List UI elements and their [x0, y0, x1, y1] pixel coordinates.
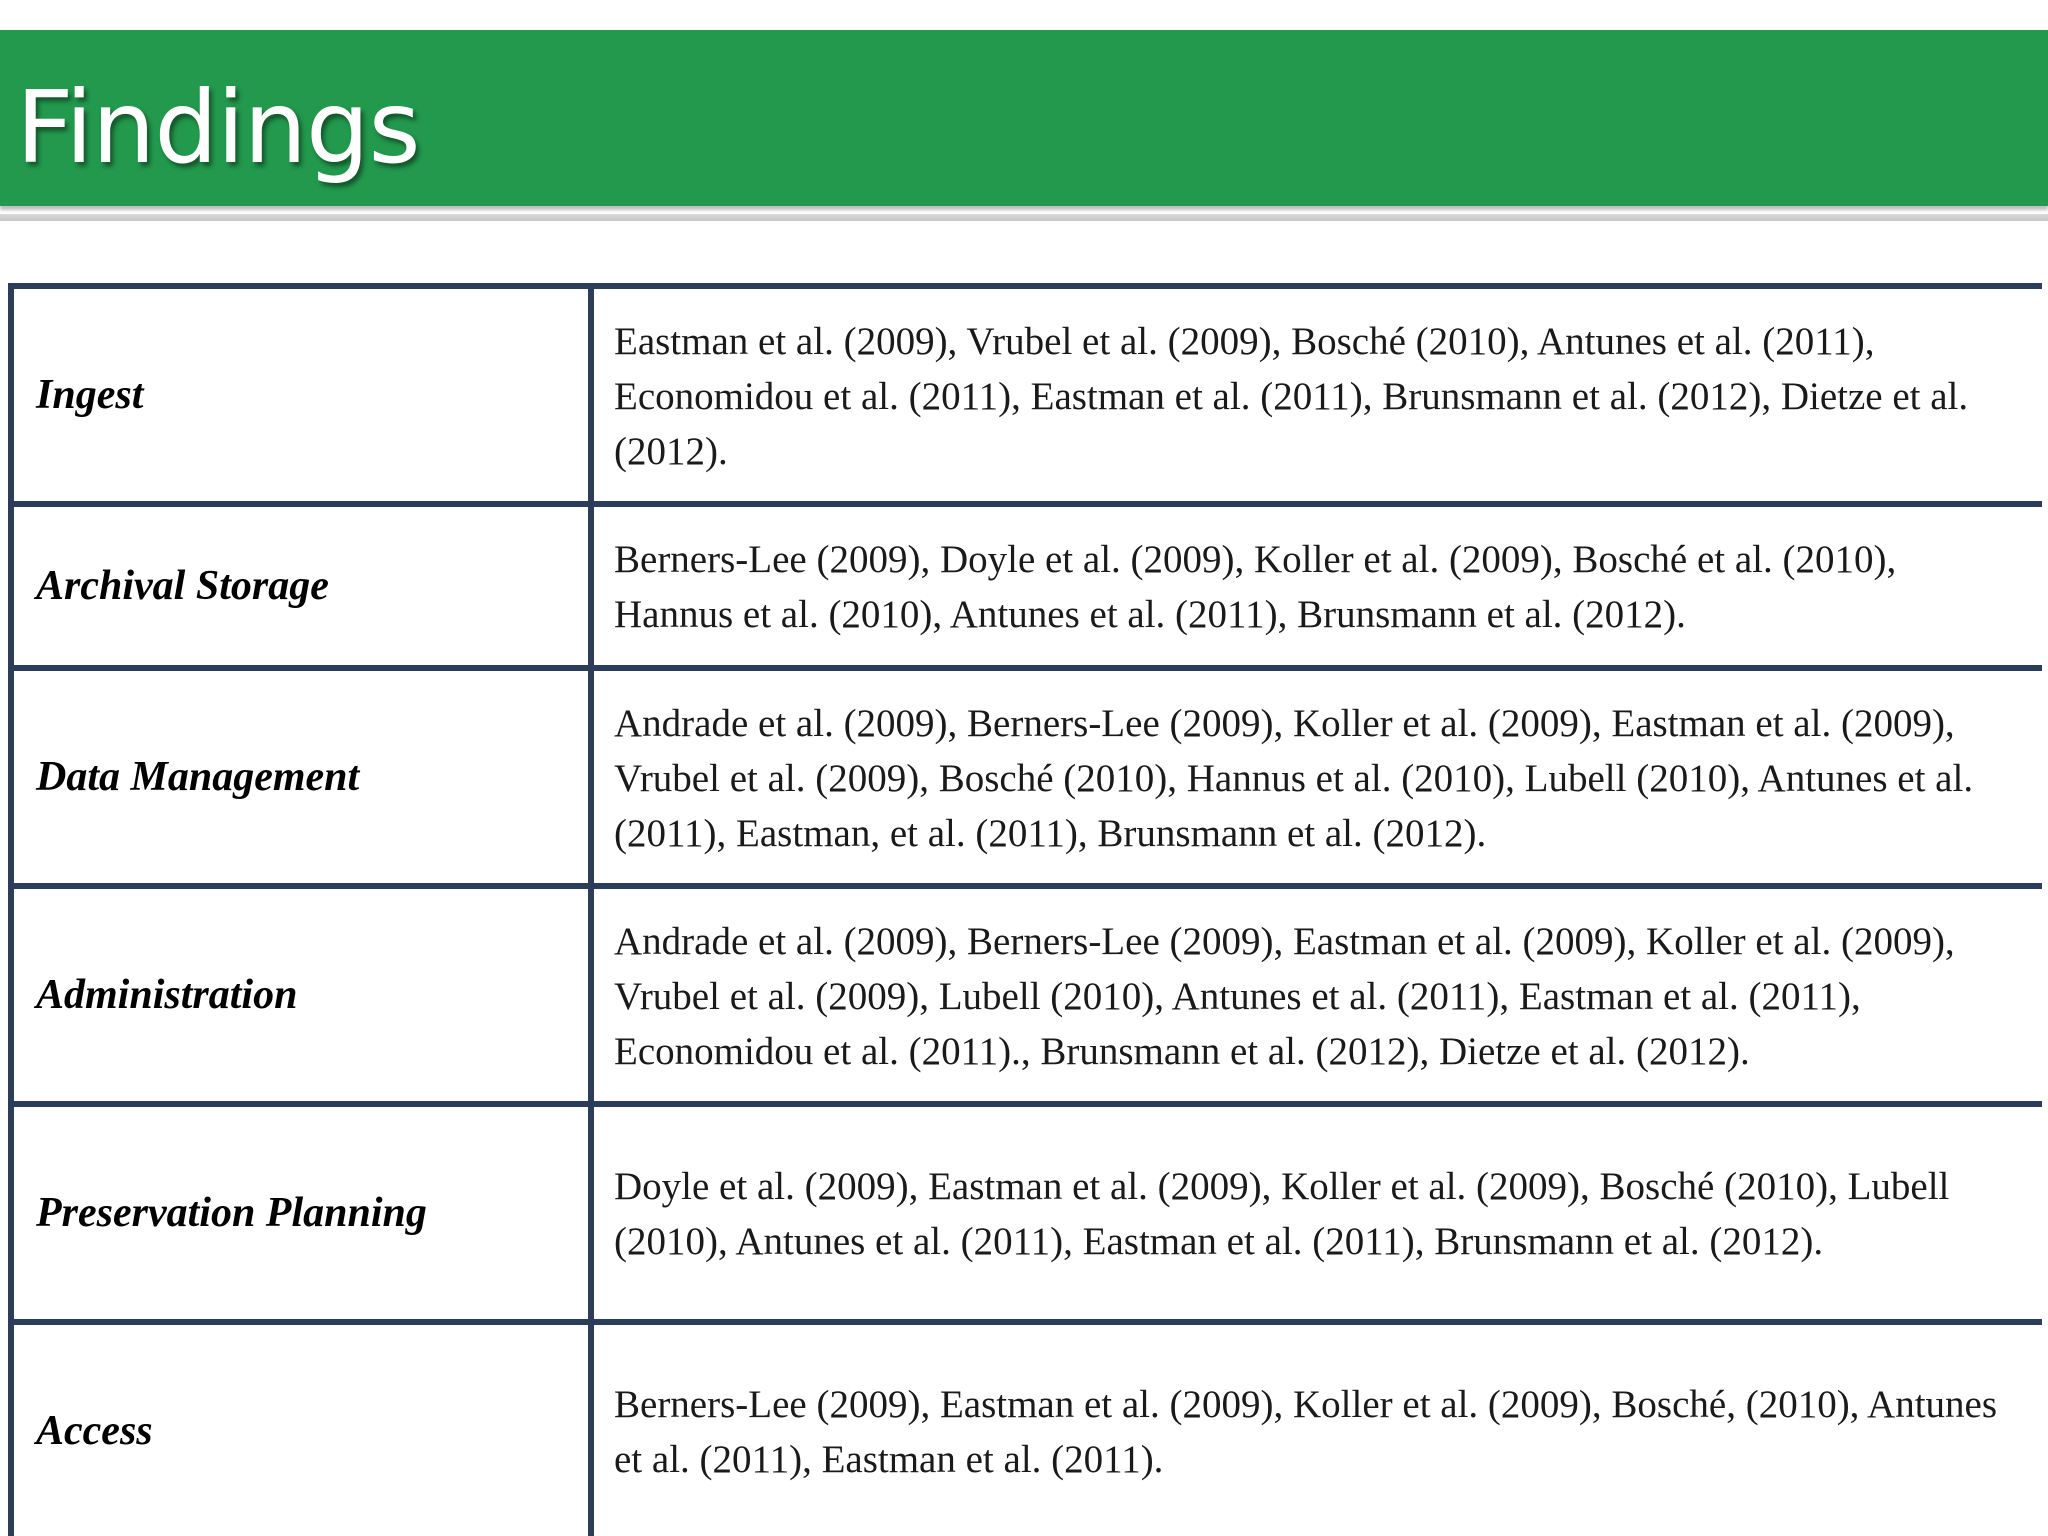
table-row: [11, 668, 2042, 886]
table-row: [11, 286, 2042, 504]
category-cell: Archival Storage: [11, 504, 591, 668]
table-row: [11, 504, 2042, 668]
category-cell: Access: [11, 1322, 591, 1536]
references-cell: Doyle et al. (2009), Eastman et al. (2009), Koller et al. (2009), Bosché (2010), Lubell (2010), Antunes et al. (2011), Eastman et al. (2011), Brunsmann et al. (2012).: [591, 1104, 2042, 1322]
category-cell: Preservation Planning: [11, 1104, 591, 1322]
category-cell: Data Management: [11, 668, 591, 886]
title-divider: [0, 214, 2048, 221]
references-cell: Andrade et al. (2009), Berners-Lee (2009), Koller et al. (2009), Eastman et al. (2009), Vrubel et al. (2009), Bosché (2010), Hannus et al. (2010), Lubell (2010), Antunes et al. (2011), Eastman, et al. (2011), Brunsmann et al. (2012).: [591, 668, 2042, 886]
references-cell: Eastman et al. (2009), Vrubel et al. (2009), Bosché (2010), Antunes et al. (2011), Economidou et al. (2011), Eastman et al. (2011), Brunsmann et al. (2012), Dietze et al. (2012).: [591, 286, 2042, 504]
table-row: [11, 886, 2042, 1104]
references-cell: Berners-Lee (2009), Eastman et al. (2009), Koller et al. (2009), Bosché, (2010), Antunes et al. (2011), Eastman et al. (2011).: [591, 1322, 2042, 1536]
slide-title: Findings: [16, 69, 420, 186]
table-row: [11, 1322, 2042, 1536]
category-cell: Administration: [11, 886, 591, 1104]
category-cell: Ingest: [11, 286, 591, 504]
findings-table: [8, 283, 2042, 1536]
references-cell: Berners-Lee (2009), Doyle et al. (2009), Koller et al. (2009), Bosché et al. (2010), Hannus et al. (2010), Antunes et al. (2011), Brunsmann et al. (2012).: [591, 504, 2042, 668]
title-bar: [0, 30, 2048, 206]
references-cell: Andrade et al. (2009), Berners-Lee (2009), Eastman et al. (2009), Koller et al. (2009), Vrubel et al. (2009), Lubell (2010), Antunes et al. (2011), Eastman et al. (2011), Economidou et al. (2011)., Brunsmann et al. (2012), Dietze et al. (2012).: [591, 886, 2042, 1104]
table-row: [11, 1104, 2042, 1322]
